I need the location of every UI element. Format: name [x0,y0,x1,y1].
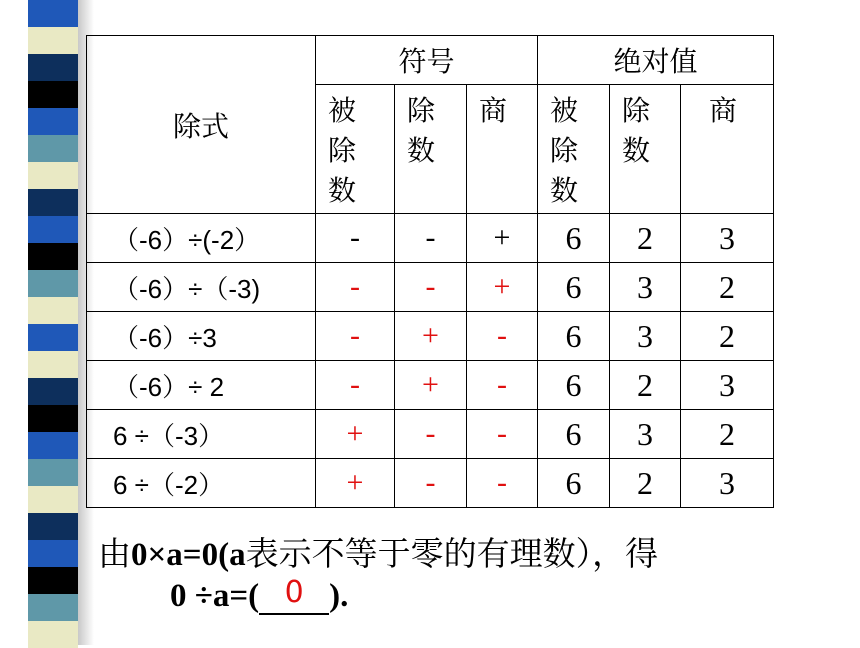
division-sign-table [86,35,774,508]
sign-quotient: - [467,361,538,410]
stripe-block [28,378,78,405]
header-abs-dividend: 被 除 数 [538,85,610,214]
table-row [87,410,774,459]
stripe-block [28,432,78,459]
stripe-block [28,513,78,540]
stripe-block [28,459,78,486]
stripe-block [28,486,78,513]
stripe-block [28,189,78,216]
sign-dividend: - [316,214,395,263]
stripe-block [28,297,78,324]
sign-quotient: + [467,214,538,263]
header-abs-quotient: 商 [681,85,774,214]
abs-quotient: 2 [681,263,774,312]
header-division: 除式 [87,36,316,214]
conclusion-line-2: 0 ÷a=( 0 ). [170,575,349,614]
row-expression: （-6）÷ 2 [87,361,316,410]
sign-divisor: - [395,459,467,508]
stripe-block [28,0,78,27]
stripe-block [28,27,78,54]
answer-blank [259,575,329,615]
sign-dividend: - [316,312,395,361]
abs-divisor: 3 [610,312,681,361]
stripe-block [28,54,78,81]
abs-divisor: 3 [610,263,681,312]
row-expression: 6 ÷（-3） [87,410,316,459]
sign-divisor: - [395,410,467,459]
sign-dividend: - [316,361,395,410]
abs-dividend: 6 [538,312,610,361]
abs-quotient: 3 [681,459,774,508]
header-sign-divisor: 除 数 [395,85,467,214]
stripe-block [28,81,78,108]
stripe-block [28,621,78,648]
row-expression: （-6）÷(-2） [87,214,316,263]
stripe-block [28,324,78,351]
abs-dividend: 6 [538,263,610,312]
stripe-block [28,216,78,243]
abs-quotient: 3 [681,214,774,263]
abs-divisor: 3 [610,410,681,459]
stripe-block [28,270,78,297]
abs-dividend: 6 [538,214,610,263]
header-sign-dividend: 被 除 数 [316,85,395,214]
sign-divisor: + [395,312,467,361]
header-abs-divisor: 除 数 [610,85,681,214]
answer-value: 0 [284,575,304,610]
table-row [87,263,774,312]
stripe-block [28,162,78,189]
sign-divisor: + [395,361,467,410]
decorative-stripe [28,0,78,645]
table-row [87,361,774,410]
header-sign-quotient: 商 [467,85,538,214]
abs-divisor: 2 [610,459,681,508]
abs-divisor: 2 [610,361,681,410]
abs-dividend: 6 [538,459,610,508]
table-row [87,459,774,508]
abs-divisor: 2 [610,214,681,263]
stripe-block [28,351,78,378]
abs-quotient: 3 [681,361,774,410]
sign-quotient: - [467,410,538,459]
sign-divisor: - [395,263,467,312]
stripe-block [28,108,78,135]
table-row [87,214,774,263]
header-sign: 符号 [316,36,538,85]
table-row [87,312,774,361]
stripe-block [28,540,78,567]
conclusion-line-1: 由0×a=0(a表示不等于零的有理数），得 [98,534,659,573]
sign-quotient: + [467,263,538,312]
sign-quotient: - [467,312,538,361]
abs-dividend: 6 [538,410,610,459]
stripe-block [28,243,78,270]
sign-quotient: - [467,459,538,508]
sign-dividend: + [316,410,395,459]
abs-quotient: 2 [681,312,774,361]
sign-divisor: - [395,214,467,263]
sign-dividend: + [316,459,395,508]
header-abs: 绝对值 [538,36,774,85]
abs-quotient: 2 [681,410,774,459]
row-expression: （-6）÷3 [87,312,316,361]
row-expression: 6 ÷（-2） [87,459,316,508]
sign-dividend: - [316,263,395,312]
abs-dividend: 6 [538,361,610,410]
row-expression: （-6）÷（-3) [87,263,316,312]
stripe-block [28,135,78,162]
stripe-block [28,567,78,594]
stripe-block [28,594,78,621]
stripe-block [28,405,78,432]
